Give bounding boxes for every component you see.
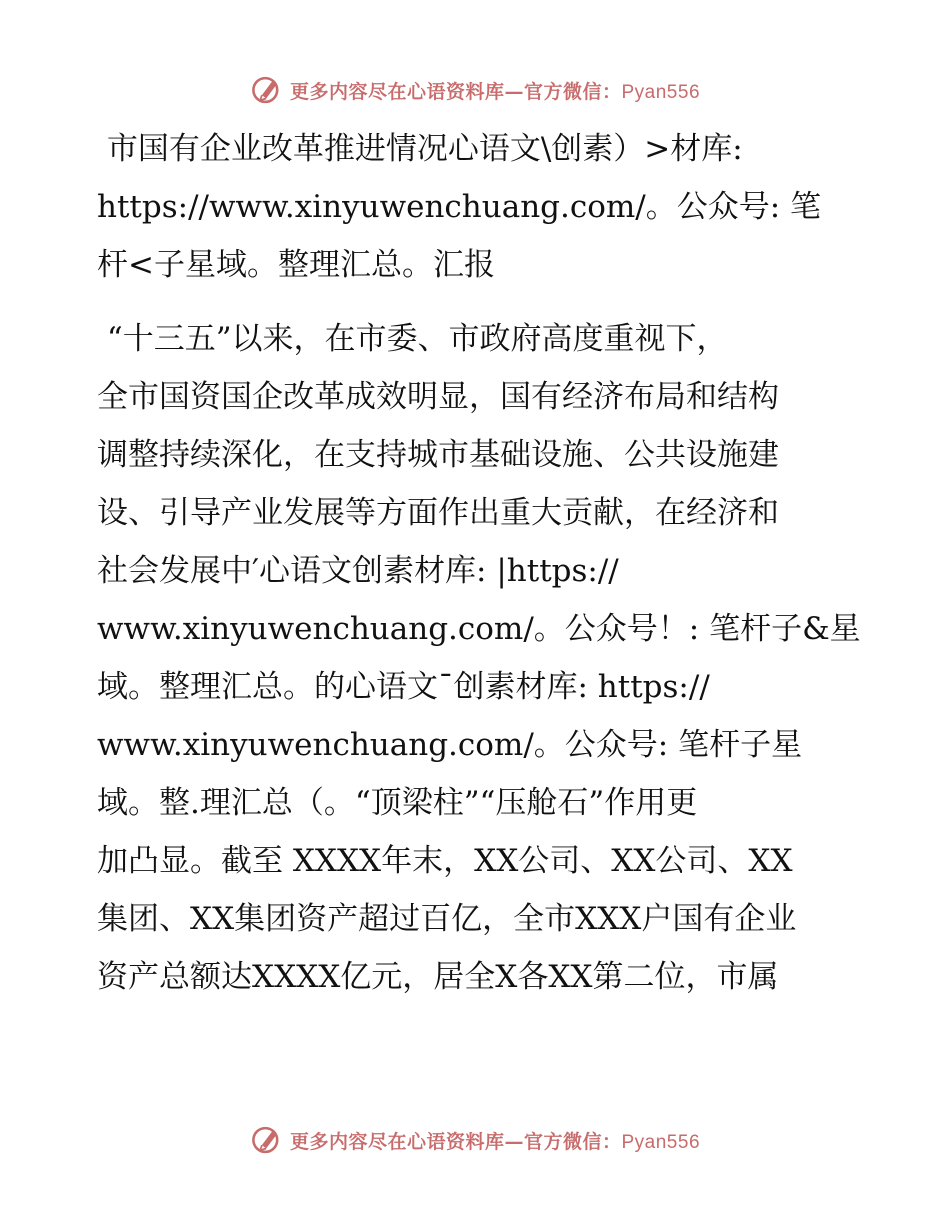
text-line: 市国有企业改革推进情况心语文\创素）>材库: [97,131,743,167]
paragraph-gap [97,294,857,310]
text-line: 调整持续深化，在支持城市基础设施、公共设施建 [97,437,779,473]
watermark-text: 更多内容尽在心语资料库—官方微信：Pyan556 [289,1130,701,1153]
header-watermark [0,70,950,110]
paragraph-2 [97,310,861,1006]
footer-watermark [0,1120,950,1160]
watermark-text: 更多内容尽在心语资料库—官方微信：Pyan556 [289,80,701,103]
text-line: 域。整理汇总。的心语文¯创素材库: https:// [97,669,710,705]
text-line: 域。整.理汇总（。“顶梁柱”“压舱石”作用更 [97,785,698,821]
pen-nib-seal-icon [250,73,284,107]
text-line: 集团、XX集团资产超过百亿，全市XXX户国有企业 [97,901,797,937]
text-line: https://www.xinyuwenchuang.com/。公众号: 笔 [97,189,822,225]
text-line: www.xinyuwenchuang.com/。公众号！: 笔杆子&星 [97,611,861,647]
document-body [97,120,861,1006]
text-line: 资产总额达XXXX亿元，居全X各XX第二位，市属 [97,959,779,995]
text-line: 社会发展中′心语文创素材库: |https:// [97,553,619,589]
text-line: 加凸显。截至 XXXX年末，XX公司、XX公司、XX [97,843,793,879]
text-line: “十三五”以来，在市委、市政府高度重视下， [97,321,728,357]
pen-nib-seal-icon [250,1123,284,1157]
text-line: 设、引导产业发展等方面作出重大贡献，在经济和 [97,495,779,531]
text-line: 全市国资国企改革成效明显，国有经济布局和结构 [97,379,779,415]
paragraph-1 [97,120,857,294]
text-line: 杆<子星域。整理汇总。汇报 [97,247,495,283]
text-line: www.xinyuwenchuang.com/。公众号: 笔杆子星 [97,727,803,763]
